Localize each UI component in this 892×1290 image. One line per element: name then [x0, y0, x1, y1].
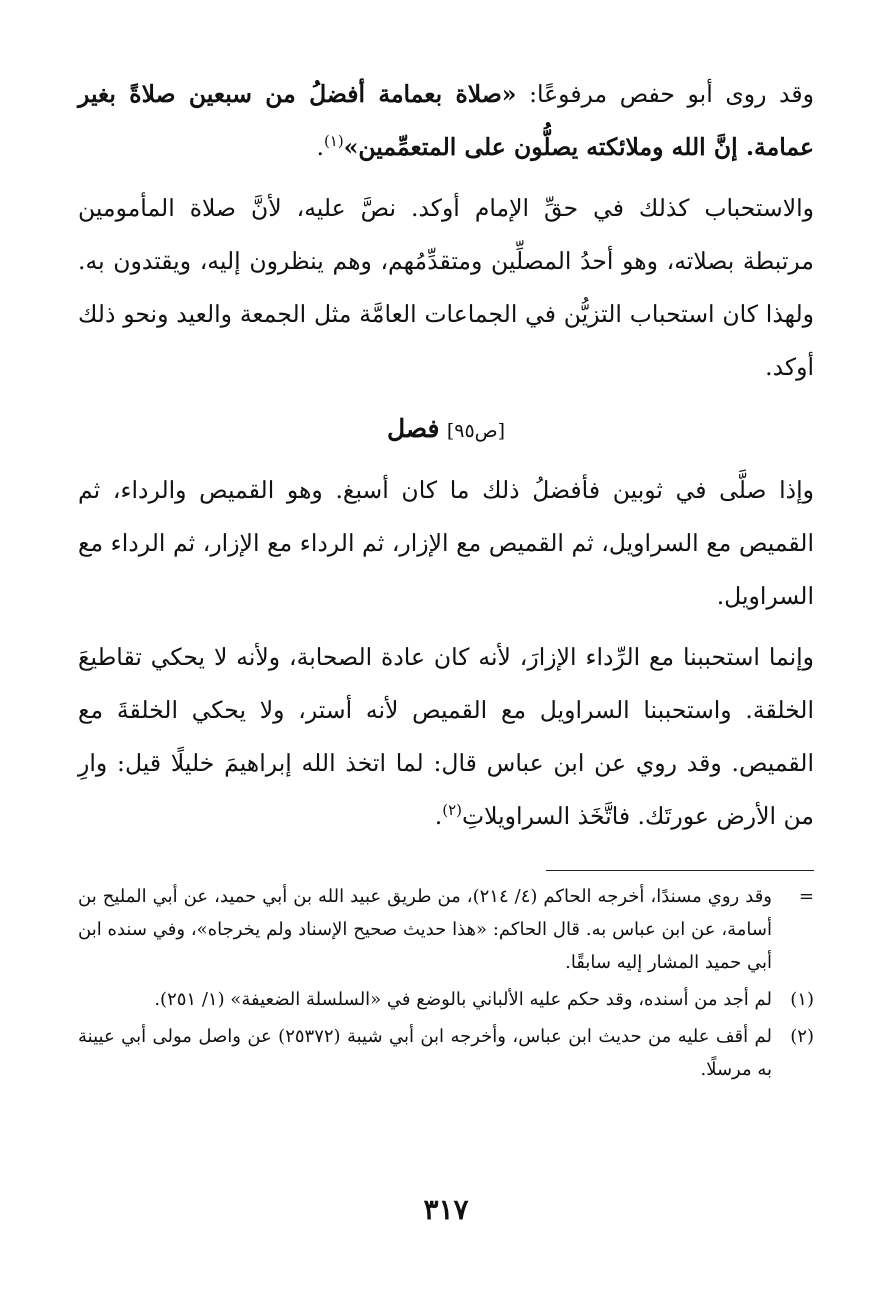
footnote-text: وقد روي مسندًا، أخرجه الحاكم (٤/ ٢١٤)، من طريق عبيد الله بن أبي حميد، عن أبي المليح بن أسامة، عن ابن عباس به. قال الحاكم: «هذا حديث صحيح الإسناد ولم يخرجاه»، وفي سنده ابن أبي حميد المشار إليه سابقًا. — [78, 886, 772, 973]
footnote-continuation — [78, 880, 814, 979]
paragraph-3: وإذا صلَّى في ثوبين فأفضلُ ذلك ما كان أسبغ. وهو القميص والرداء، ثم القميص مع السراويل، ثم القميص مع الإزار، ثم الرداء مع الإزار، ثم الرداء مع السراويل. — [78, 476, 814, 610]
paragraph-1-end: . — [316, 133, 324, 161]
footnote-2 — [78, 1020, 814, 1086]
footnote-text: لم أجد من أسنده، وقد حكم عليه الألباني بالوضع في «السلسلة الضعيفة» (١/ ٢٥١). — [154, 989, 772, 1010]
paragraph-1-intro: وقد روى أبو حفص مرفوعًا: — [516, 80, 814, 108]
footnote-text: لم أقف عليه من حديث ابن عباس، وأخرجه ابن أبي شيبة (٢٥٣٧٢) عن واصل مولى أبي عيينة به مرسلًا. — [78, 1026, 772, 1080]
footnote-divider — [546, 870, 814, 871]
page-reference: [ص٩٥] — [446, 420, 506, 442]
footnote-marker: (٢) — [790, 1026, 814, 1047]
paragraph-1 — [78, 68, 814, 174]
paragraph-2: والاستحباب كذلك في حقِّ الإمام أوكد. نصَّ عليه، لأنَّ صلاة المأمومين مرتبطة بصلاته، وهو أحدُ المصلِّين ومتقدِّمُهم، وهم ينظرون إليه، ويقتدون به. ولهذا كان استحباب التزيُّن في الجماعات العامَّة مثل الجمعة والعيد ونحو ذلك أوكد. — [78, 194, 814, 381]
footnote-ref-1[interactable]: (١) — [323, 132, 344, 151]
hadith-quote: «صلاة بعمامة أفضلُ من سبعين صلاةً بغير عمامة. إنَّ الله وملائكته يصلُّون على المتعمِّمين» — [78, 80, 814, 161]
paragraph-4 — [78, 631, 814, 843]
paragraph-4-text: وإنما استحببنا مع الرِّداء الإزارَ، لأنه كان عادة الصحابة، ولأنه لا يحكي تقاطيعَ الخلقة. واستحببنا السراويل مع القميص لأنه أستر، ولا يحكي الخلقةَ مع القميص. وقد روي عن ابن عباس قال: لما اتخذ الله إبراهيمَ خليلًا قيل: وارِ من الأرض عورتَك. فاتَّخَذ السراويلاتِ — [78, 643, 814, 830]
main-text — [78, 68, 814, 843]
footnote-ref-2[interactable]: (٢) — [442, 801, 462, 820]
section-title: فصل — [386, 414, 440, 443]
footnotes — [78, 880, 814, 1086]
section-heading — [78, 404, 814, 456]
page-number: ٣١٧ — [423, 1193, 469, 1226]
footnote-1 — [78, 983, 814, 1016]
footnote-marker: = — [798, 886, 814, 907]
footnote-marker: (١) — [790, 989, 814, 1010]
paragraph-4-end: . — [434, 802, 443, 830]
